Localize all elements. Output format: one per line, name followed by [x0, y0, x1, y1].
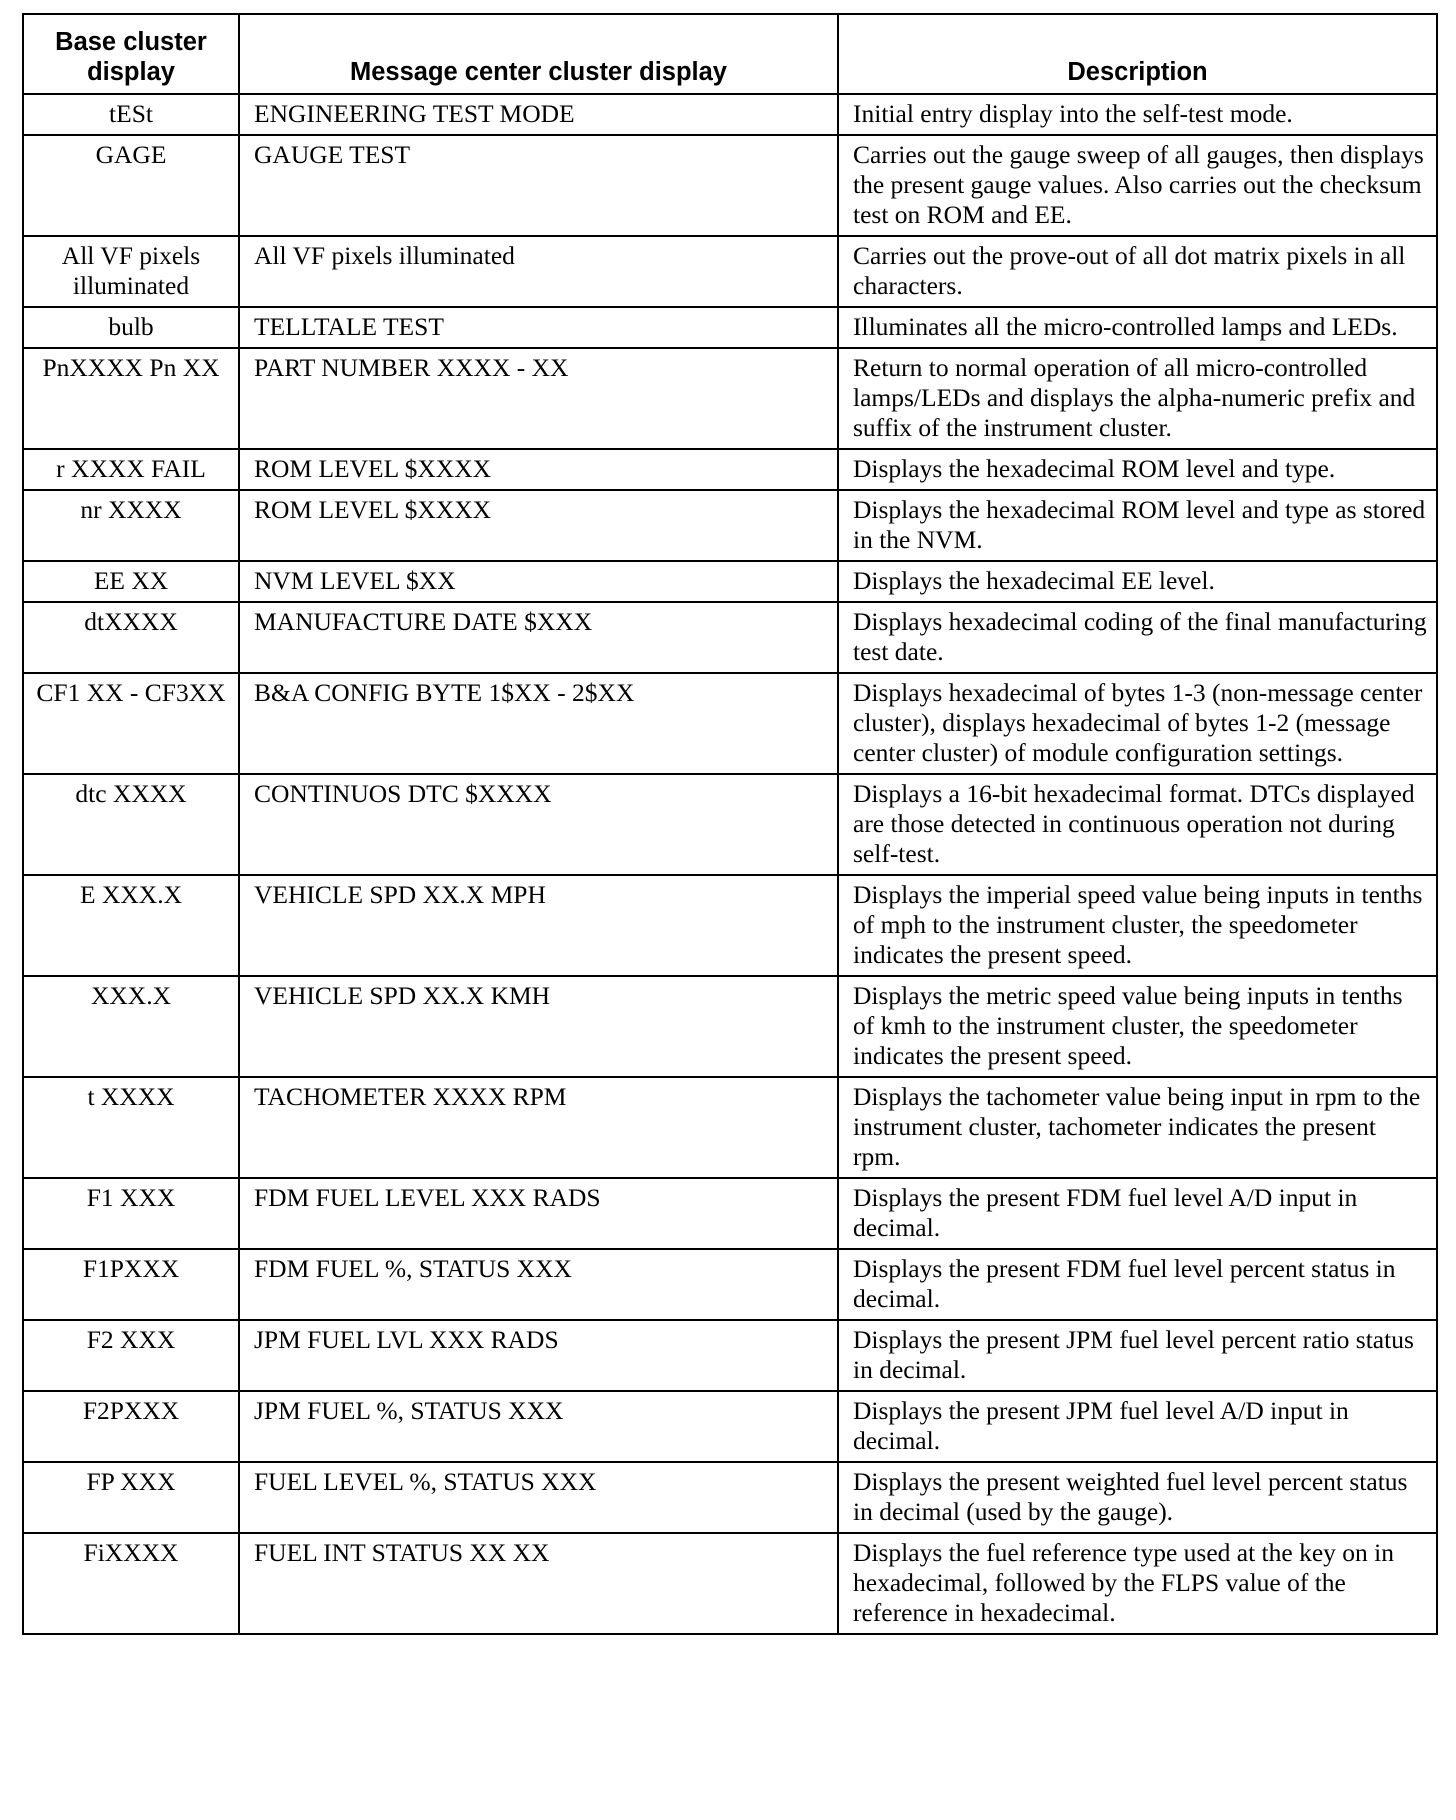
description-cell: Carries out the prove-out of all dot matrix pixels in all characters.: [838, 236, 1437, 307]
table-row: [23, 1077, 1437, 1178]
base-cluster-cell: F1PXXX: [23, 1249, 239, 1320]
description-cell: Displays the tachometer value being input in rpm to the instrument cluster, tachometer indicates the present rpm.: [838, 1077, 1437, 1178]
base-cluster-cell: GAGE: [23, 135, 239, 236]
table-row: [23, 1249, 1437, 1320]
description-cell: Displays the present JPM fuel level A/D input in decimal.: [838, 1391, 1437, 1462]
base-cluster-cell: F2PXXX: [23, 1391, 239, 1462]
table-row: [23, 94, 1437, 135]
message-center-cell: MANUFACTURE DATE $XXX: [239, 602, 838, 673]
table-row: [23, 1178, 1437, 1249]
message-center-cell: JPM FUEL LVL XXX RADS: [239, 1320, 838, 1391]
header-base-cluster-display: Base cluster display: [23, 14, 239, 94]
table-row: [23, 307, 1437, 348]
description-cell: Displays the present weighted fuel level percent status in decimal (used by the gauge).: [838, 1462, 1437, 1533]
base-cluster-cell: dtc XXXX: [23, 774, 239, 875]
table-row: [23, 602, 1437, 673]
description-cell: Displays hexadecimal coding of the final manufacturing test date.: [838, 602, 1437, 673]
base-cluster-cell: t XXXX: [23, 1077, 239, 1178]
description-cell: Displays the imperial speed value being inputs in tenths of mph to the instrument cluster, the speedometer indicates the present speed.: [838, 875, 1437, 976]
base-cluster-cell: All VF pixels illuminated: [23, 236, 239, 307]
base-cluster-cell: PnXXXX Pn XX: [23, 348, 239, 449]
message-center-cell: FUEL INT STATUS XX XX: [239, 1533, 838, 1634]
base-cluster-cell: CF1 XX - CF3XX: [23, 673, 239, 774]
description-cell: Illuminates all the micro-controlled lamps and LEDs.: [838, 307, 1437, 348]
base-cluster-cell: dtXXXX: [23, 602, 239, 673]
table-row: [23, 1320, 1437, 1391]
message-center-cell: VEHICLE SPD XX.X KMH: [239, 976, 838, 1077]
table-row: [23, 673, 1437, 774]
message-center-cell: FDM FUEL %, STATUS XXX: [239, 1249, 838, 1320]
table-row: [23, 774, 1437, 875]
table-row: [23, 348, 1437, 449]
description-cell: Displays a 16-bit hexadecimal format. DTCs displayed are those detected in continuous operation not during self-test.: [838, 774, 1437, 875]
message-center-cell: VEHICLE SPD XX.X MPH: [239, 875, 838, 976]
description-cell: Displays the hexadecimal ROM level and type as stored in the NVM.: [838, 490, 1437, 561]
table-row: [23, 1391, 1437, 1462]
base-cluster-cell: F2 XXX: [23, 1320, 239, 1391]
self-test-display-table: [22, 13, 1438, 1635]
description-cell: Displays the present FDM fuel level A/D input in decimal.: [838, 1178, 1437, 1249]
message-center-cell: FUEL LEVEL %, STATUS XXX: [239, 1462, 838, 1533]
table-header: [23, 14, 1437, 94]
base-cluster-cell: nr XXXX: [23, 490, 239, 561]
table-row: [23, 135, 1437, 236]
base-cluster-cell: r XXXX FAIL: [23, 449, 239, 490]
description-cell: Displays the hexadecimal ROM level and type.: [838, 449, 1437, 490]
description-cell: Carries out the gauge sweep of all gauges, then displays the present gauge values. Also carries out the checksum test on ROM and EE.: [838, 135, 1437, 236]
table-row: [23, 875, 1437, 976]
base-cluster-cell: E XXX.X: [23, 875, 239, 976]
base-cluster-cell: tESt: [23, 94, 239, 135]
description-cell: Initial entry display into the self-test mode.: [838, 94, 1437, 135]
message-center-cell: ROM LEVEL $XXXX: [239, 449, 838, 490]
message-center-cell: PART NUMBER XXXX - XX: [239, 348, 838, 449]
header-row: [23, 14, 1437, 94]
description-cell: Displays the metric speed value being inputs in tenths of kmh to the instrument cluster, the speedometer indicates the present speed.: [838, 976, 1437, 1077]
message-center-cell: CONTINUOS DTC $XXXX: [239, 774, 838, 875]
base-cluster-cell: XXX.X: [23, 976, 239, 1077]
base-cluster-cell: EE XX: [23, 561, 239, 602]
base-cluster-cell: FP XXX: [23, 1462, 239, 1533]
table-row: [23, 1533, 1437, 1634]
description-cell: Displays the present FDM fuel level percent status in decimal.: [838, 1249, 1437, 1320]
description-cell: Displays the hexadecimal EE level.: [838, 561, 1437, 602]
base-cluster-cell: F1 XXX: [23, 1178, 239, 1249]
description-cell: Displays the present JPM fuel level percent ratio status in decimal.: [838, 1320, 1437, 1391]
message-center-cell: GAUGE TEST: [239, 135, 838, 236]
message-center-cell: TELLTALE TEST: [239, 307, 838, 348]
message-center-cell: TACHOMETER XXXX RPM: [239, 1077, 838, 1178]
table-body: [23, 94, 1437, 1634]
table-row: [23, 976, 1437, 1077]
description-cell: Displays hexadecimal of bytes 1-3 (non-message center cluster), displays hexadecimal of bytes 1-2 (message center cluster) of module configuration settings.: [838, 673, 1437, 774]
description-cell: Displays the fuel reference type used at the key on in hexadecimal, followed by the FLPS value of the reference in hexadecimal.: [838, 1533, 1437, 1634]
table-row: [23, 490, 1437, 561]
table-row: [23, 1462, 1437, 1533]
table-row: [23, 236, 1437, 307]
header-description: Description: [838, 14, 1437, 94]
message-center-cell: ROM LEVEL $XXXX: [239, 490, 838, 561]
table-row: [23, 449, 1437, 490]
message-center-cell: B&A CONFIG BYTE 1$XX - 2$XX: [239, 673, 838, 774]
table-row: [23, 561, 1437, 602]
message-center-cell: NVM LEVEL $XX: [239, 561, 838, 602]
description-cell: Return to normal operation of all micro-controlled lamps/LEDs and displays the alpha-numeric prefix and suffix of the instrument cluster.: [838, 348, 1437, 449]
message-center-cell: FDM FUEL LEVEL XXX RADS: [239, 1178, 838, 1249]
message-center-cell: JPM FUEL %, STATUS XXX: [239, 1391, 838, 1462]
base-cluster-cell: bulb: [23, 307, 239, 348]
message-center-cell: ENGINEERING TEST MODE: [239, 94, 838, 135]
message-center-cell: All VF pixels illuminated: [239, 236, 838, 307]
header-message-center-display: Message center cluster display: [239, 14, 838, 94]
base-cluster-cell: FiXXXX: [23, 1533, 239, 1634]
